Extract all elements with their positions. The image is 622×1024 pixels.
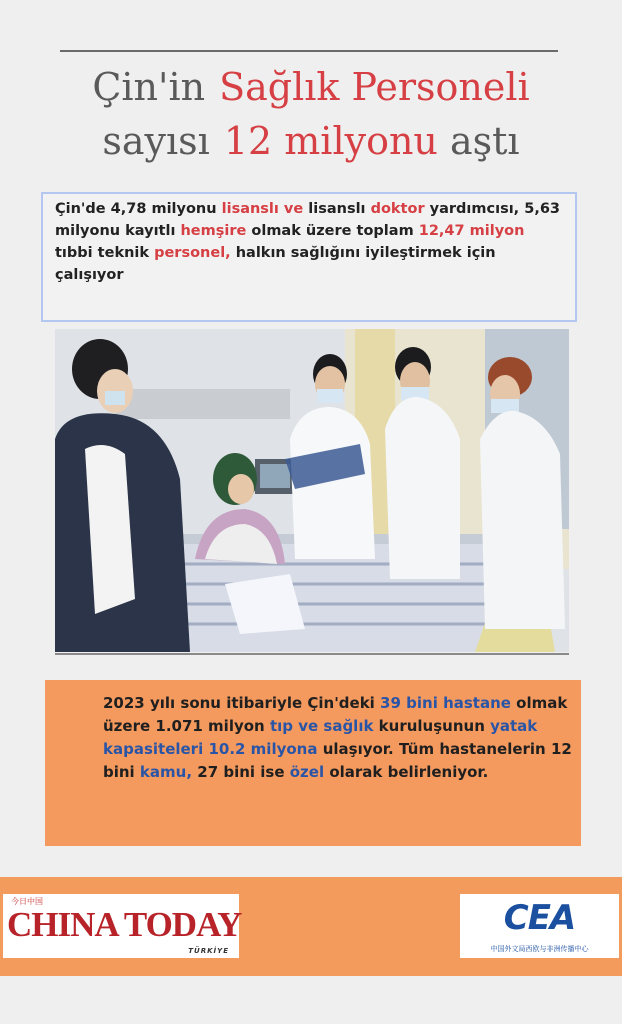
top-divider [60,50,558,52]
china-today-edition: TÜRKİYE [188,947,229,955]
title-line-1-highlight: Sağlık Personeli [219,65,530,109]
intro-highlight: 12,47 milyon [418,223,525,239]
cea-logo [460,894,619,958]
facts-text-part: 2023 yılı sonu itibariyle Çin'deki [103,694,381,712]
facts-highlight: özel [289,763,325,781]
facts-text-part: kuruluşunun [373,717,491,735]
facts-box [45,680,581,846]
title-line-2-suffix: aştı [450,119,520,163]
title-line-2-prefix: sayısı [102,119,210,163]
facts-highlight: kamu, [139,763,193,781]
china-today-logo [3,894,242,958]
china-today-wordmark: CHINA TODAY [7,905,242,944]
cea-subtitle: 中国外文局西欧与非洲传播中心 [490,945,589,953]
intro-text-part: lisanslı [303,201,371,217]
facts-text [103,692,573,784]
facts-text-part: olmak üzere 1.071 milyon [103,694,568,735]
hospital-ward-illustration [55,329,569,652]
cea-wordmark: CEA [503,898,576,938]
intro-text-part: halkın sağlığını iyileştirmek için çalışıyor [55,245,496,283]
intro-highlight: lisanslı ve [221,201,304,217]
china-today-chinese-text: 今日中国 [11,897,43,906]
intro-text [55,198,563,286]
facts-highlight: 39 bini hastane [380,694,511,712]
facts-highlight: tıp ve sağlık [269,717,374,735]
title-line-2-highlight: 12 milyonu [223,119,438,163]
title-line-1 [0,60,622,114]
title-line-2 [0,114,622,168]
intro-text-part: yardımcısı, 5,63 milyonu kayıtlı [55,201,561,239]
photo-divider [55,653,569,655]
page-title [0,60,622,168]
intro-highlight: doktor [370,201,425,217]
facts-text-part: ulaşıyor. Tüm hastanelerin 12 bini [103,740,572,781]
intro-highlight: hemşire [180,223,247,239]
intro-box [41,192,577,322]
intro-highlight: personel, [154,245,231,261]
facts-text-part: 27 bini ise [192,763,290,781]
intro-text-part: olmak üzere toplam [246,223,419,239]
facts-text-part: olarak belirleniyor. [324,763,489,781]
intro-text-part: Çin'de 4,78 milyonu [55,201,222,217]
hospital-ward-photo [55,329,569,652]
intro-text-part: tıbbi teknik [55,245,155,261]
title-line-1-prefix: Çin'in [92,65,206,109]
facts-highlight: yatak kapasiteleri 10.2 milyona [103,717,538,758]
